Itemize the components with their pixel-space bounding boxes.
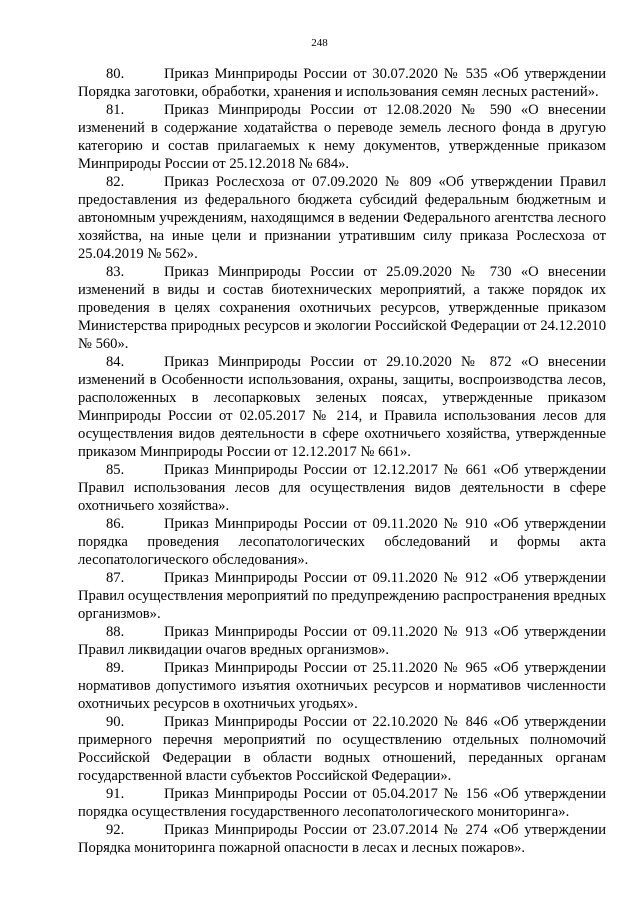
item-number: 89. bbox=[106, 660, 125, 676]
item-number: 91. bbox=[106, 786, 125, 802]
item-text: Приказ Минприроды России от 22.10.2020 № 846 «Об утверждении примерного перечня мероприятий по осуществлению отдельных полномочий Российской Федерации в области водных отношений, переданных органам государственной власти субъектов Российской Федерации». bbox=[78, 714, 606, 784]
item-text: Приказ Рослесхоза от 07.09.2020 № 809 «Об утверждении Правил предоставления из федерального бюджета субсидий федеральным бюджетным и автономным учреждениям, находящимся в ведении Федерального агентства лесного хозяйства, на иные цели и признании утратившим силу приказа Рослесхоза от 25.04.2019 № 562». bbox=[78, 174, 606, 262]
item-text: Приказ Минприроды России от 12.12.2017 № 661 «Об утверждении Правил использования лесов для осуществления видов деятельности в сфере охотничьего хозяйства». bbox=[78, 462, 606, 514]
item-text: Приказ Минприроды России от 29.10.2020 № 872 «О внесении изменений в Особенности использования, охраны, защиты, воспроизводства лесов, расположенных в лесопарковых зеленых поясах, утвержденные приказом Минприроды России от 02.05.2017 № 214, и Правила использования лесов для осуществления видов деятельности в сфере охотничьего хозяйства, утвержденные приказом Минприроды России от 12.12.2017 № 661». bbox=[78, 354, 606, 460]
item-text: Приказ Минприроды России от 09.11.2020 № 913 «Об утверждении Правил ликвидации очагов вредных организмов». bbox=[78, 624, 606, 658]
list-item bbox=[78, 101, 606, 173]
list-item bbox=[78, 173, 606, 263]
item-number: 92. bbox=[106, 822, 125, 838]
item-text: Приказ Минприроды России от 05.04.2017 № 156 «Об утверждении порядка осуществления государственного лесопатологического мониторинга». bbox=[78, 786, 606, 820]
item-number: 90. bbox=[106, 714, 125, 730]
item-text: Приказ Минприроды России от 09.11.2020 № 912 «Об утверждении Правил осуществления мероприятий по предупреждению распространения вредных организмов». bbox=[78, 570, 606, 622]
page-number: 248 bbox=[311, 37, 328, 49]
item-number: 80. bbox=[106, 66, 125, 82]
list-item bbox=[78, 65, 606, 101]
item-number: 85. bbox=[106, 462, 125, 478]
item-number: 83. bbox=[106, 264, 125, 280]
list-item bbox=[78, 353, 606, 461]
list-item bbox=[78, 821, 606, 857]
item-number: 82. bbox=[106, 174, 125, 190]
list-item bbox=[78, 659, 606, 713]
item-number: 84. bbox=[106, 354, 125, 370]
item-text: Приказ Минприроды России от 09.11.2020 № 910 «Об утверждении порядка проведения лесопатологических обследований и формы акта лесопатологического обследования». bbox=[78, 516, 606, 568]
list-item bbox=[78, 623, 606, 659]
list-item bbox=[78, 515, 606, 569]
item-text: Приказ Минприроды России от 25.09.2020 № 730 «О внесении изменений в виды и состав биотехнических мероприятий, а также порядок их проведения в целях сохранения охотничьих ресурсов, утвержденные приказом Министерства природных ресурсов и экологии Российской Федерации от 24.12.2010 № 560». bbox=[78, 264, 606, 352]
list-item bbox=[78, 713, 606, 785]
item-text: Приказ Минприроды России от 30.07.2020 № 535 «Об утверждении Порядка заготовки, обработки, хранения и использования семян лесных растений». bbox=[78, 66, 606, 100]
legal-acts-list bbox=[78, 65, 606, 857]
list-item bbox=[78, 785, 606, 821]
item-number: 81. bbox=[106, 102, 125, 118]
list-item bbox=[78, 263, 606, 353]
item-text: Приказ Минприроды России от 23.07.2014 № 274 «Об утверждении Порядка мониторинга пожарной опасности в лесах и лесных пожаров». bbox=[78, 822, 606, 856]
item-number: 87. bbox=[106, 570, 125, 586]
item-text: Приказ Минприроды России от 25.11.2020 № 965 «Об утверждении нормативов допустимого изъятия охотничьих ресурсов и нормативов численности охотничьих ресурсов в охотничьих угодьях». bbox=[78, 660, 606, 712]
item-number: 86. bbox=[106, 516, 125, 532]
item-text: Приказ Минприроды России от 12.08.2020 № 590 «О внесении изменений в содержание ходатайства о переводе земель лесного фонда в другую категорию и состав прилагаемых к нему документов, утвержденные приказом Минприроды России от 25.12.2018 № 684». bbox=[78, 102, 606, 172]
list-item bbox=[78, 569, 606, 623]
list-item bbox=[78, 461, 606, 515]
item-number: 88. bbox=[106, 624, 125, 640]
